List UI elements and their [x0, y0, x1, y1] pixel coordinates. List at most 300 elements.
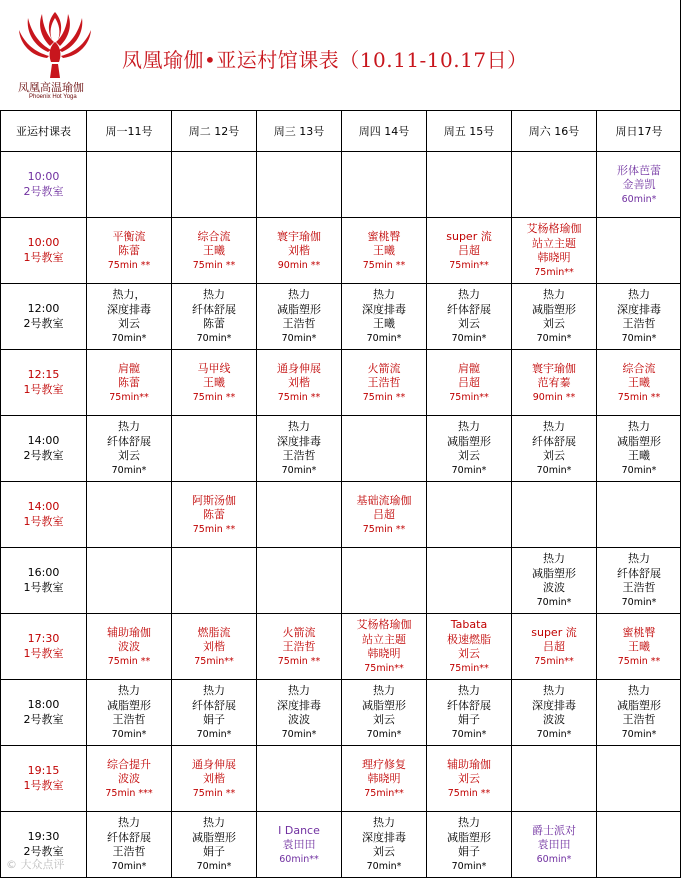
slot-room: 2号教室 — [23, 844, 64, 858]
class-teacher: 刘楷 — [288, 244, 310, 257]
class-cell — [257, 284, 342, 350]
class-teacher: 王浩哲 — [367, 376, 401, 389]
class-duration: 70min* — [366, 332, 402, 344]
class-name: 深度排毒 — [277, 434, 321, 448]
table-row — [1, 350, 681, 416]
slot-room: 1号教室 — [23, 778, 64, 792]
time-slot-cell — [1, 350, 87, 416]
empty-cell — [172, 416, 257, 482]
class-duration: 70min* — [111, 728, 147, 740]
class-name: 热力， — [112, 288, 146, 302]
class-cell — [597, 680, 681, 746]
class-duration: 75min** — [364, 662, 404, 674]
class-teacher: 袁田田 — [537, 838, 571, 851]
class-name: 纤体舒展 — [107, 830, 151, 844]
class-cell — [342, 482, 427, 548]
class-duration: 75min** — [364, 787, 404, 799]
slot-time: 14:00 — [27, 500, 60, 513]
slot-time: 17:30 — [27, 632, 60, 645]
class-teacher: 刘云 — [118, 449, 140, 463]
class-teacher: 陈蕾 — [118, 376, 140, 389]
class-duration: 70min* — [281, 728, 317, 740]
slot-time: 12:00 — [27, 302, 60, 315]
logo-chinese-text: 凤凰高温瑜伽 — [18, 81, 84, 94]
class-teacher: 陈蕾 — [118, 244, 140, 257]
class-teacher: 王浩哲 — [112, 713, 146, 727]
class-cell — [342, 218, 427, 284]
class-teacher: 刘云 — [373, 845, 395, 859]
time-slot-cell — [1, 152, 87, 218]
class-duration: 70min* — [451, 860, 487, 872]
slot-room: 2号教室 — [23, 316, 64, 330]
class-duration: 75min ** — [617, 391, 661, 403]
class-duration: 70min* — [111, 860, 147, 872]
class-name: 减脂塑形 — [617, 698, 661, 712]
class-name: 减脂塑形 — [447, 434, 491, 448]
class-cell — [87, 746, 172, 812]
column-header-day: 周五 15号 — [427, 111, 512, 152]
class-teacher: 王曦 — [628, 640, 650, 653]
class-teacher: 王浩哲 — [622, 713, 656, 727]
class-name: 热力 — [203, 288, 225, 302]
class-teacher: 波波 — [288, 713, 310, 727]
class-name: 热力 — [373, 816, 395, 830]
empty-cell — [597, 218, 681, 284]
class-teacher: 王曦 — [373, 317, 395, 331]
class-cell — [172, 812, 257, 878]
class-name: 热力 — [373, 684, 395, 698]
class-name: 深度排毒 — [362, 302, 406, 316]
class-duration: 75min** — [194, 655, 234, 667]
slot-time: 19:15 — [27, 764, 60, 777]
time-slot-cell — [1, 746, 87, 812]
class-cell — [427, 812, 512, 878]
class-name: 火箭流 — [282, 625, 316, 639]
column-header-day: 周二 12号 — [172, 111, 257, 152]
class-cell — [257, 218, 342, 284]
class-duration: 75min** — [449, 259, 489, 271]
class-name: 热力 — [628, 552, 650, 566]
class-duration: 75min ** — [362, 259, 406, 271]
class-cell — [172, 218, 257, 284]
table-row — [1, 218, 681, 284]
class-duration: 70min* — [111, 464, 147, 476]
class-cell — [172, 680, 257, 746]
class-duration: 70min* — [536, 464, 572, 476]
class-cell — [597, 416, 681, 482]
class-name: 综合提升 — [107, 757, 151, 771]
class-name: 纤体舒展 — [447, 302, 491, 316]
class-name: 艾杨格瑜伽 — [356, 618, 412, 632]
class-teacher: 刘楷 — [203, 772, 225, 785]
empty-cell — [597, 746, 681, 812]
empty-cell — [512, 482, 597, 548]
empty-cell — [172, 152, 257, 218]
slot-time: 18:00 — [27, 698, 60, 711]
empty-cell — [257, 152, 342, 218]
class-teacher: 娟子 — [203, 845, 225, 859]
class-teacher: 刘楷 — [203, 640, 225, 653]
class-teacher: 刘云 — [118, 317, 140, 331]
class-duration: 60min** — [279, 853, 319, 865]
class-cell — [257, 614, 342, 680]
empty-cell — [597, 482, 681, 548]
class-duration: 70min* — [281, 464, 317, 476]
class-cell — [512, 614, 597, 680]
class-name: 理疗修复 — [362, 757, 406, 771]
class-cell — [512, 680, 597, 746]
class-cell — [427, 746, 512, 812]
logo-english-text: Phoenix Hot Yoga — [29, 94, 77, 100]
class-duration: 70min* — [196, 332, 232, 344]
class-cell — [172, 746, 257, 812]
class-teacher: 韩晓明 — [367, 647, 401, 661]
class-teacher: 韩晓明 — [537, 251, 571, 265]
class-teacher: 王浩哲 — [282, 317, 316, 331]
class-duration: 75min ** — [192, 391, 236, 403]
class-teacher: 王曦 — [203, 376, 225, 389]
class-teacher: 吕超 — [458, 244, 480, 257]
class-name: 蜜桃臀 — [367, 229, 401, 243]
class-duration: 75min ** — [192, 787, 236, 799]
slot-room: 1号教室 — [23, 514, 64, 528]
class-teacher: 金善凯 — [622, 178, 656, 191]
class-name: 热力 — [458, 420, 480, 434]
class-cell — [257, 416, 342, 482]
class-name: 纤体舒展 — [192, 302, 236, 316]
empty-cell — [427, 152, 512, 218]
class-name: 纤体舒展 — [617, 566, 661, 580]
class-teacher: 吕超 — [458, 376, 480, 389]
class-duration: 70min* — [196, 860, 232, 872]
empty-cell — [257, 548, 342, 614]
class-cell — [257, 812, 342, 878]
table-row — [1, 548, 681, 614]
class-name: 热力 — [628, 684, 650, 698]
class-duration: 70min* — [536, 332, 572, 344]
class-cell — [427, 218, 512, 284]
empty-cell — [342, 548, 427, 614]
class-cell — [342, 284, 427, 350]
class-cell — [512, 284, 597, 350]
class-name: 基础流瑜伽 — [356, 493, 412, 507]
class-duration: 70min* — [621, 728, 657, 740]
class-name: 减脂塑形 — [617, 434, 661, 448]
class-teacher: 波波 — [543, 581, 565, 595]
class-name: 艾杨格瑜伽 — [526, 222, 582, 236]
class-cell — [597, 614, 681, 680]
class-cell — [87, 218, 172, 284]
class-teacher: 陈蕾 — [203, 508, 225, 521]
schedule-table — [0, 110, 681, 878]
time-slot-cell — [1, 284, 87, 350]
class-duration: 75min ** — [362, 523, 406, 535]
time-slot-cell — [1, 548, 87, 614]
class-name: 综合流 — [622, 361, 656, 375]
class-name: 热力 — [543, 684, 565, 698]
class-cell — [172, 614, 257, 680]
class-teacher: 吕超 — [373, 508, 395, 521]
class-teacher: 刘云 — [373, 713, 395, 727]
class-name: 纤体舒展 — [532, 434, 576, 448]
empty-cell — [257, 482, 342, 548]
class-duration: 75min** — [449, 662, 489, 674]
class-duration: 90min ** — [532, 391, 576, 403]
class-duration: 75min** — [534, 655, 574, 667]
class-cell — [427, 416, 512, 482]
class-cell — [87, 812, 172, 878]
table-row — [1, 152, 681, 218]
class-name: 热力 — [543, 420, 565, 434]
class-name: 马甲线 — [197, 361, 231, 375]
class-name: 热力 — [203, 816, 225, 830]
slot-time: 14:00 — [27, 434, 60, 447]
slot-room: 1号教室 — [23, 580, 64, 594]
class-name: 纤体舒展 — [447, 698, 491, 712]
class-name: 热力 — [118, 816, 140, 830]
class-name: 热力 — [628, 420, 650, 434]
table-row — [1, 746, 681, 812]
class-duration: 75min *** — [105, 787, 153, 799]
class-cell — [87, 680, 172, 746]
slot-room: 2号教室 — [23, 712, 64, 726]
class-name: 寰宇瑜伽 — [277, 229, 321, 243]
time-slot-cell — [1, 482, 87, 548]
empty-cell — [597, 812, 681, 878]
class-name: 通身伸展 — [277, 361, 321, 375]
table-row — [1, 482, 681, 548]
class-teacher: 韩晓明 — [367, 772, 401, 785]
class-teacher: 王曦 — [628, 376, 650, 389]
slot-room: 2号教室 — [23, 448, 64, 462]
empty-cell — [87, 152, 172, 218]
class-teacher: 波波 — [543, 713, 565, 727]
class-cell — [87, 284, 172, 350]
class-name: 热力 — [628, 288, 650, 302]
table-row — [1, 284, 681, 350]
class-teacher: 刘云 — [458, 449, 480, 463]
class-duration: 75min ** — [277, 391, 321, 403]
class-name: 辅助瑜伽 — [107, 625, 151, 639]
empty-cell — [87, 482, 172, 548]
class-teacher: 范宥蓁 — [537, 376, 571, 389]
class-duration: 70min* — [621, 464, 657, 476]
class-duration: 70min* — [451, 464, 487, 476]
class-cell — [512, 812, 597, 878]
class-cell — [342, 350, 427, 416]
column-header-day: 周日17号 — [597, 111, 681, 152]
class-duration: 70min* — [451, 332, 487, 344]
class-name: 热力 — [458, 816, 480, 830]
class-name: 热力 — [118, 684, 140, 698]
time-slot-cell — [1, 680, 87, 746]
class-cell — [342, 812, 427, 878]
class-teacher: 刘云 — [543, 449, 565, 463]
class-name: 深度排毒 — [107, 302, 151, 316]
class-duration: 70min* — [366, 860, 402, 872]
slot-room: 1号教室 — [23, 250, 64, 264]
slot-room: 1号教室 — [23, 382, 64, 396]
class-duration: 75min ** — [192, 523, 236, 535]
class-duration: 60min* — [536, 853, 572, 865]
class-name: 热力 — [543, 288, 565, 302]
table-row — [1, 680, 681, 746]
class-name: 站立主题 — [532, 236, 576, 250]
empty-cell — [512, 746, 597, 812]
class-duration: 75min ** — [192, 259, 236, 271]
class-cell — [512, 218, 597, 284]
empty-cell — [257, 746, 342, 812]
class-teacher: 刘云 — [458, 647, 480, 661]
class-cell — [172, 350, 257, 416]
class-duration: 75min** — [449, 391, 489, 403]
class-duration: 70min* — [536, 596, 572, 608]
class-cell — [512, 350, 597, 416]
class-name: 减脂塑形 — [192, 830, 236, 844]
watermark: © 大众点评 — [6, 858, 65, 871]
class-teacher: 陈蕾 — [203, 317, 225, 331]
class-name: 火箭流 — [367, 361, 401, 375]
class-teacher: 刘云 — [458, 317, 480, 331]
class-teacher: 王曦 — [373, 244, 395, 257]
class-duration: 75min ** — [617, 655, 661, 667]
empty-cell — [87, 548, 172, 614]
table-row — [1, 812, 681, 878]
class-cell — [512, 416, 597, 482]
class-name: 热力 — [288, 420, 310, 434]
class-teacher: 波波 — [118, 772, 140, 785]
class-cell — [597, 152, 681, 218]
class-teacher: 刘云 — [458, 772, 480, 785]
class-name: 蜜桃臀 — [622, 625, 656, 639]
class-cell — [427, 284, 512, 350]
class-name: 深度排毒 — [532, 698, 576, 712]
empty-cell — [427, 482, 512, 548]
class-duration: 70min* — [536, 728, 572, 740]
class-duration: 75min ** — [107, 259, 151, 271]
class-cell — [342, 680, 427, 746]
empty-cell — [342, 416, 427, 482]
class-duration: 70min* — [621, 596, 657, 608]
class-cell — [427, 614, 512, 680]
class-name: 减脂塑形 — [107, 698, 151, 712]
class-name: I Dance — [278, 823, 320, 837]
class-name: 极速燃脂 — [447, 632, 491, 646]
class-duration: 75min ** — [107, 655, 151, 667]
class-cell — [597, 284, 681, 350]
class-teacher: 袁田田 — [282, 838, 316, 851]
class-duration: 70min* — [366, 728, 402, 740]
class-teacher: 娟子 — [458, 845, 480, 859]
class-duration: 70min* — [281, 332, 317, 344]
class-name: 热力 — [288, 288, 310, 302]
class-duration: 70min* — [111, 332, 147, 344]
page-title: 凤凰瑜伽•亚运村馆课表（10.11-10.17日） — [122, 48, 528, 72]
table-row — [1, 614, 681, 680]
class-teacher: 波波 — [118, 640, 140, 653]
class-name: 热力 — [203, 684, 225, 698]
class-cell — [512, 548, 597, 614]
slot-time: 16:00 — [27, 566, 60, 579]
class-cell — [427, 350, 512, 416]
slot-time: 10:00 — [27, 170, 60, 183]
column-header-venue: 亚运村课表 — [1, 111, 87, 152]
header-row — [1, 111, 681, 152]
class-name: 热力 — [458, 288, 480, 302]
class-teacher: 刘楷 — [288, 376, 310, 389]
class-name: 深度排毒 — [362, 830, 406, 844]
class-duration: 75min ** — [277, 655, 321, 667]
time-slot-cell — [1, 218, 87, 284]
class-name: 辅助瑜伽 — [447, 757, 491, 771]
class-duration: 90min ** — [277, 259, 321, 271]
empty-cell — [172, 548, 257, 614]
column-header-day: 周三 13号 — [257, 111, 342, 152]
class-name: 热力 — [373, 288, 395, 302]
class-teacher: 王浩哲 — [622, 317, 656, 331]
class-name: 热力 — [543, 552, 565, 566]
time-slot-cell — [1, 416, 87, 482]
class-name: 纤体舒展 — [107, 434, 151, 448]
class-duration: 75min ** — [362, 391, 406, 403]
class-cell — [342, 746, 427, 812]
class-name: 肩髋 — [458, 361, 480, 375]
header — [0, 0, 680, 111]
class-cell — [87, 614, 172, 680]
class-teacher: 王曦 — [203, 244, 225, 257]
column-header-day: 周一11号 — [87, 111, 172, 152]
empty-cell — [427, 548, 512, 614]
class-name: 纤体舒展 — [192, 698, 236, 712]
class-name: 深度排毒 — [617, 302, 661, 316]
class-cell — [257, 680, 342, 746]
class-name: 燃脂流 — [197, 625, 231, 639]
class-duration: 70min* — [621, 332, 657, 344]
class-name: 减脂塑形 — [277, 302, 321, 316]
class-name: 热力 — [118, 420, 140, 434]
class-cell — [257, 350, 342, 416]
class-name: super 流 — [446, 229, 492, 243]
slot-time: 12:15 — [27, 368, 60, 381]
class-teacher: 王曦 — [628, 449, 650, 463]
class-duration: 60min* — [621, 193, 657, 205]
class-teacher: 王浩哲 — [622, 581, 656, 595]
class-duration: 75min ** — [447, 787, 491, 799]
class-duration: 75min** — [534, 266, 574, 278]
class-name: 热力 — [288, 684, 310, 698]
class-name: 肩髋 — [118, 361, 140, 375]
slot-time: 10:00 — [27, 236, 60, 249]
class-teacher: 王浩哲 — [282, 640, 316, 653]
class-cell — [172, 284, 257, 350]
class-teacher: 娟子 — [203, 713, 225, 727]
class-cell — [342, 614, 427, 680]
class-name: 寰宇瑜伽 — [532, 361, 576, 375]
empty-cell — [512, 152, 597, 218]
class-teacher: 王浩哲 — [112, 845, 146, 859]
class-name: 平衡流 — [112, 229, 146, 243]
class-name: Tabata — [450, 618, 488, 632]
class-name: 综合流 — [197, 229, 231, 243]
table-row — [1, 416, 681, 482]
empty-cell — [342, 152, 427, 218]
class-name: 站立主题 — [362, 632, 406, 646]
class-cell — [87, 350, 172, 416]
class-teacher: 娟子 — [458, 713, 480, 727]
class-name: 减脂塑形 — [532, 302, 576, 316]
class-name: 减脂塑形 — [532, 566, 576, 580]
class-duration: 70min* — [196, 728, 232, 740]
